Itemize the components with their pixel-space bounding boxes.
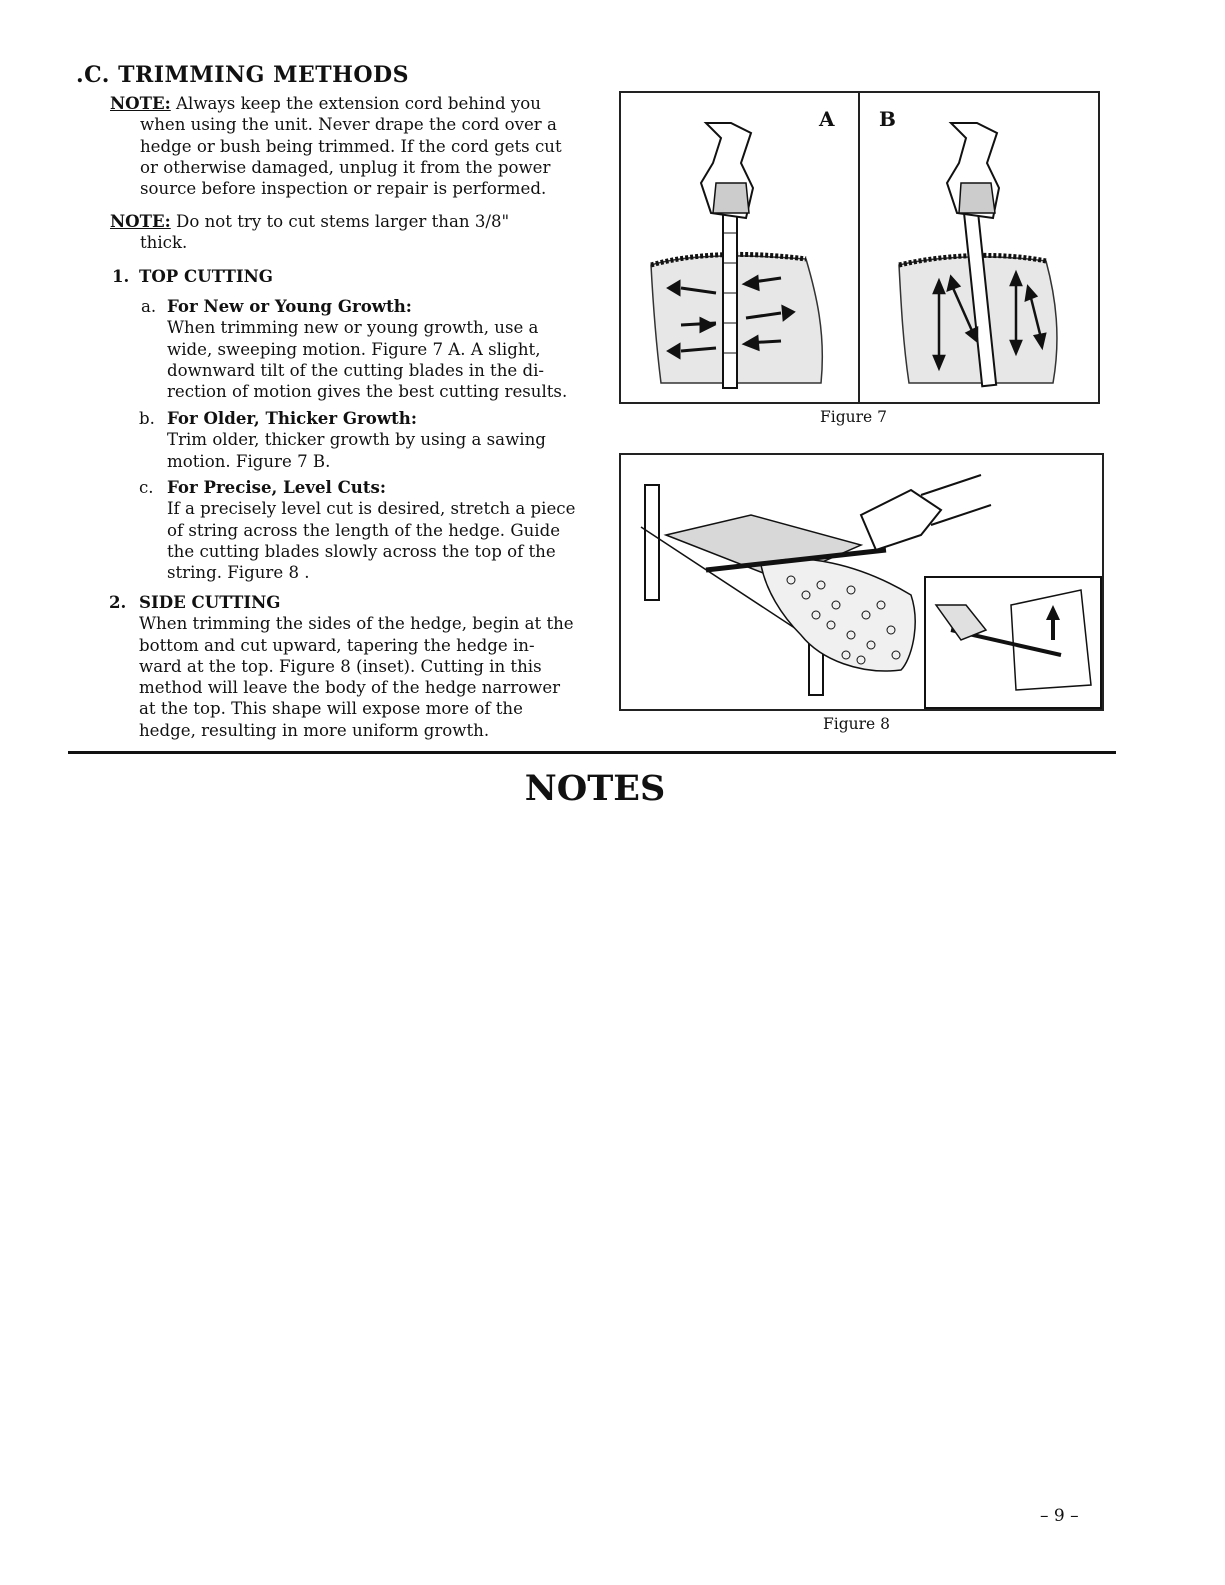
panel-b-label: B (879, 107, 896, 131)
young-growth-text: For New or Young Growth: When trimming new or young growth, use a wide, sweeping motion. Figure 7 A. A slight, downward tilt of the cutting blades in the di- rection of motion gives the best cutting results. (167, 296, 587, 402)
older-growth-text: For Older, Thicker Growth: Trim older, thicker growth by using a sawing motion. Figure 7 B. (167, 408, 587, 472)
figure-7 (619, 91, 1100, 404)
note-label: NOTE: (110, 93, 171, 113)
side-cutting-text: SIDE CUTTING When trimming the sides of the hedge, begin at the bottom and cut upward, tapering the hedge in- ward at the top. Figure 8 (inset). Cutting in this method will leave the body of the hedge narrower at the top. This shape will expose more of the hedge, resulting in more uniform growth. (139, 592, 579, 741)
level-cuts-text: For Precise, Level Cuts: If a precisely level cut is desired, stretch a piece of string across the length of the hedge. Guide the cutting blades slowly across the top of the string. Figure 8 . (167, 477, 587, 583)
item-number: 1. (112, 266, 130, 286)
young-growth-heading: For New or Young Growth: (167, 296, 412, 316)
section-title: .C. TRIMMING METHODS (76, 62, 410, 88)
panel-a-label: A (819, 107, 835, 131)
notes-title: NOTES (524, 768, 666, 809)
subitem-letter: c. (139, 478, 154, 497)
note-stems: NOTE: Do not try to cut stems larger than 3/8" thick. (110, 211, 510, 253)
page-number: – 9 – (1040, 1506, 1079, 1526)
section-divider (68, 751, 1116, 754)
panel-a-hedge (651, 123, 822, 388)
figure-7-illustration (621, 93, 1098, 402)
top-cutting-heading: TOP CUTTING (139, 266, 273, 286)
side-cutting-heading: SIDE CUTTING (139, 592, 281, 612)
level-cuts-heading: For Precise, Level Cuts: (167, 477, 387, 497)
item-number: 2. (109, 592, 127, 612)
panel-b-hedge (899, 123, 1057, 386)
older-growth-heading: For Older, Thicker Growth: (167, 408, 417, 428)
subitem-letter: b. (139, 409, 155, 428)
figure-8 (619, 453, 1104, 711)
figure-7-caption: Figure 7 (820, 408, 887, 426)
subitem-letter: a. (141, 297, 157, 316)
note-cord: NOTE: Always keep the extension cord behind you when using the unit. Never drape the cord over a hedge or bush being trimmed. If the cord gets cut or otherwise damaged, unplug it from the power source before inspection or repair is performed. (110, 93, 562, 199)
figure-8-caption: Figure 8 (823, 715, 890, 733)
figure-8-illustration (621, 455, 1102, 709)
note-label: NOTE: (110, 211, 171, 231)
